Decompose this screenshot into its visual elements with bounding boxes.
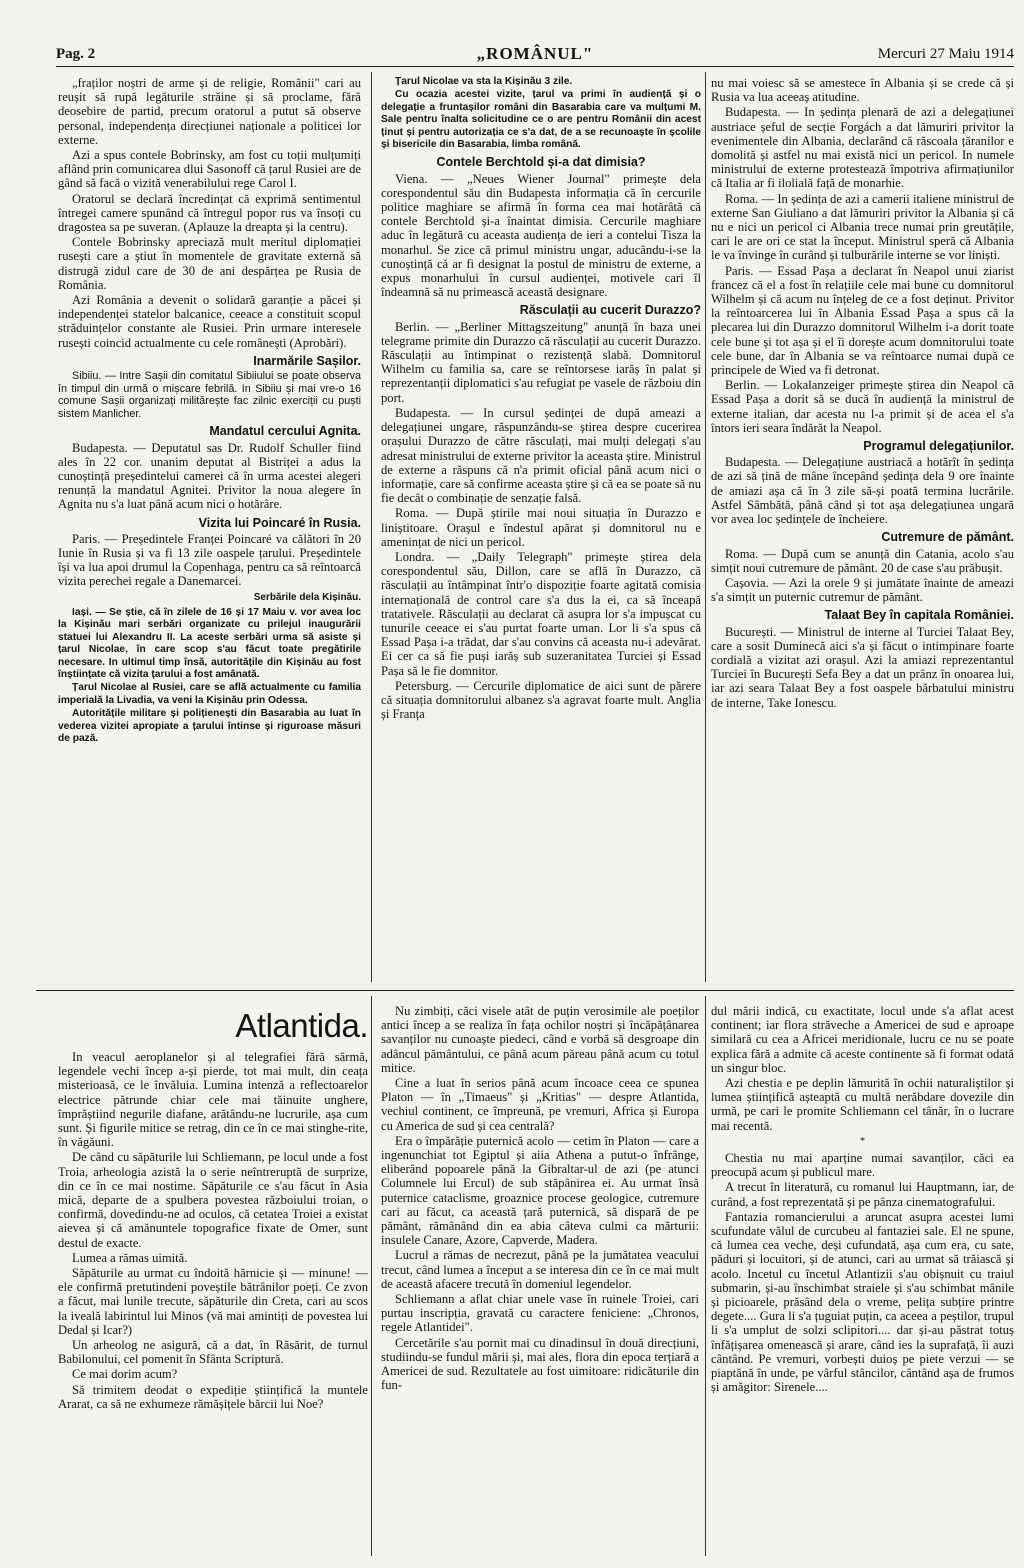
column-divider: [371, 72, 372, 982]
article-paragraph: nu mai voiesc să se amestece în Albania și se crede că și Rusia va lua aceeaș atitudine.: [711, 76, 1014, 105]
article-paragraph: Cercetările s'au pornit mai cu dinadinsul în două direcțiuni, studiindu-se fundul mării și, mai ales, flora din epoca terțiară a Americei de sud. Rezultatele au fost uimitoare: ridicăturile din fun-: [381, 1335, 699, 1393]
feuilleton-column-1: [58, 1004, 368, 1552]
article-paragraph: Budapesta. — Deputatul sas Dr. Rudolf Schuller fiind ales în 22 cor. unanim deputat al Bistriței a adus la cunoștință președintelui camerei că în urma acestei alegeri renunță la mandatul Agnitei. Privitor la noua alegere în Agnita nu s'a luat până acum nici o hotărâre.: [58, 440, 361, 512]
article-paragraph: „fraților noștri de arme și de religie, Românii" cari au reușit să rupă legăturile străine și să proclame, fără deosebire de partid, precum oratorul a putut să observe personal, independența direcțiunei naționale a politicei lor externe.: [58, 76, 361, 147]
article-paragraph: Paris. — Essad Pașa a declarat în Neapol unui ziarist francez că el a fost în relațiile cele mai bune cu domnitorul Wilhelm și că acum nu înțeleg de ce a fost deținut. Privitor la reîntoarcerea lui în Albania Essad Pașa a spus că la plecarea lui din Durazzo domnitorul Wilhelm i-a dorit toate cele bune și tot așa și el îi dorește acum domnitorului toate cele bune, dar în Albania se va reîntoarce numai după ce principele de Wied va fi detronat.: [711, 263, 1014, 378]
headline-cutremure: Cutremure de pământ.: [881, 530, 1014, 545]
article-paragraph: Roma. — In ședința de azi a camerii italiene ministrul de externe San Giuliano a dat lămuriri privitor la Albania și că nu e nici un pericol ci Albania trece numai prin greutățile, cari le are ori ce stat la început. Ministrul speră că Albania le va învinge în curând și tulburările interne se vor liniști.: [711, 191, 1014, 263]
article-paragraph: Budapesta. — Delegațiune austriacă a hotărît în ședința de azi să țină de mâne începând ședința dela 9 ore înainte de amiazi așa că în 3 zile să-și poată termina lucrările. Astfel Sâmbătă, până când și tot așa delegațiunea ungară vor avea loc ședințele de încheiere.: [711, 455, 1014, 527]
article-paragraph: Să trimitem deodat o expediție științifică la muntele Ararat, ca să ne exhumeze rămășițele bărcii lui Noe?: [58, 1382, 368, 1411]
article-paragraph: Budapesta. — In cursul ședinței de după ameazi a delegațiunei ungare, răspunzându-se știrea despre cucerirea orașului Durazzo de către răsculați, mai mulți delegați s'au adresat ministrului de externe privitor la aceasta știre. Ministrul de externe a răspuns că n'a primit oficial până acum nici o informație, care să confirme aceasta știre și că ea se poate să nu fie decât o combinație de senzație falsă.: [381, 405, 701, 506]
article-paragraph: Țarul Nicolae va sta la Kișinău 3 zile.: [395, 76, 573, 87]
column-divider: [705, 996, 706, 1556]
article-paragraph: Lumea a rămas uimită.: [72, 1250, 188, 1265]
article-paragraph: Paris. — Președintele Franței Poincaré va călători în 20 Iunie în Rusia și va fi 13 zile oaspele țarului. Președintele își va lua apoi drumul la Copenhaga, pentru ca să reîntoarcă vizita perechei regale a Danemarcei.: [58, 531, 361, 589]
headline-serbari: Serbările dela Kișinău.: [253, 591, 361, 603]
article-paragraph: Ce mai dorim acum?: [72, 1367, 178, 1382]
article-paragraph: Londra. — „Daily Telegraph" primește știrea dela corespondentul său, Dillon, care se află în Durazzo, că răsculații au întâmpinat într'o dispoziție foarte agitată comisia internațională de control care s'a dus la ei, ca să înceapă tratativele. Răsculații au declarat că asupra lor s'a impușcat cu tunurile ceeace ei s'au purtat foarte uman. Lor li s'a spus că Essad Pașa i-a trădat, dar s'au convins că aceasta nu-i adevărat. Ei cer ca să fie puși iarăș sub suzeranitatea Turciei și Essad Pașa să le fie domnitor.: [381, 549, 701, 678]
newspaper-title: „ROMÂNUL": [476, 44, 594, 63]
article-paragraph: Azi România a devenit o solidară garanție a păcei și independenței statelor balcanice, ceeace a constituit scopul străduințelor constante ale Rusiei. Prin urmare interesele rusești coincid actualmente cu cele românești (Aprobări).: [58, 293, 361, 350]
article-paragraph: București. — Ministrul de interne al Turciei Talaat Bey, care a sosit Duminecă aici s'a și făcut o intimpinare foarte cordială a vizitat azi orașul. Azi la amiazi reprezentantul Turciei în București Sefa Bey a dat un prânz în onoarea lui, iar azi seara Talaat Bey a fost oaspele bărbatului ministru de interne, Take Ionescu.: [711, 624, 1014, 710]
headline-inarmarile: Inarmările Sașilor.: [253, 353, 361, 368]
feuilleton-title: Atlantida.: [235, 1007, 368, 1044]
headline-talaat: Talaat Bey în capitala României.: [824, 608, 1014, 623]
article-paragraph: Berlin. — Lokalanzeiger primește știrea din Neapol că Essad Pașa a dorit să se ducă în audiență la ministrul de externe italian, dar acesta nu l-a primit și de acea el s'a întors ieri seara îndărăt la Neapol.: [711, 378, 1014, 435]
article-paragraph: Petersburg. — Cercurile diplomatice de aici sunt de părere că situația domnitorului albanez s'a agravat foarte mult. Anglia și Franța: [381, 678, 701, 722]
article-paragraph: Contele Bobrinsky apreciază mult meritul diplomației rusești care a știut în momentele de gravitate externă să distrugă zidul care de 30 de ani despărțea pe Rusia de România.: [58, 235, 361, 292]
article-paragraph: Țarul Nicolae al Rusiei, care se află actualmente cu familia imperială la Livadia, va veni la Kișinău prin Odessa.: [58, 682, 361, 706]
column-2: [381, 76, 701, 996]
article-paragraph: Autoritățile militare și polițienești din Basarabia au luat în vederea vizitei apropiate a țarului întinse și riguroase măsuri de pază.: [58, 708, 361, 744]
section-divider: [36, 990, 1014, 991]
article-paragraph: Roma. — După cum se anunță din Catania, acolo s'au simțit noui cutremure de pământ. 20 de case s'au prăbușit.: [711, 546, 1014, 575]
article-paragraph: In veacul aeroplanelor și al telegrafiei fără sârmă, legendele vechi încep a-și pierde, tot mai mult, din ceața misterioasă, ce le învăluia. Lumina intenză a reflectoarelor electrice pătrunde chiar cele mai tăinuite unghere, împrăștiind negurile diafane, arătându-ne lucrurile, așa cum sunt. Și figurile mitice se retrag, din ce în ce mai stinghe-rite, în văgăuni.: [58, 1050, 368, 1150]
article-paragraph: Lucrul a rămas de necrezut, până pe la jumătatea veacului trecut, când lumea a început a se interesa din ce în ce mai mult de această afacere trecută în domeniul legendelor.: [381, 1248, 699, 1291]
headline-agnita: Mandatul cercului Agnita.: [209, 424, 361, 439]
article-paragraph: Roma. — După știrile mai noui situația în Durazzo e liniștitoare. Orașul e îndestul apărat și domnitorul nu e amenințat de nici un pericol.: [381, 506, 701, 549]
article-paragraph: Berlin. — „Berliner Mittagszeitung" anunță în baza unei telegrame primite din Durazzo că răsculații au cucerit Durazzo. Răsculații au întimpinat o rezistență slabă. Domnitorul Wilhelm cu familia sa, care se reîntorsese iarăș în palat și reprezentanții diplomatici s'au refugiat pe vasele de războiu din port.: [381, 319, 701, 405]
feuilleton-column-2: [381, 1004, 699, 1552]
article-paragraph: Nu zimbiți, căci visele atât de puțin verosimile ale poeților antici încep a se realiza în fața ochilor noștri și încăpățânarea savanților nu cunoaște piedeci, când e vorbă să desgroape din adâncul pământului, ce până acum păreau până acum cu totul mitice.: [381, 1004, 699, 1075]
issue-date: Mercuri 27 Maiu 1914: [877, 46, 1014, 62]
article-paragraph: Azi a spus contele Bobrinsky, am fost cu toții mulțumiți aflând prin comunicarea dlui Sasonoff că țarul Rusiei are de gând să facă o vizită venerabilului rege Carol I.: [58, 148, 361, 191]
article-paragraph: Viena. — „Neues Wiener Journal" primește dela corespondentul său din Budapesta informația că în cercurile politice maghiare se afirmă în forma cea mai hotărâtă că contele Berchtold și-a înaintat dimisia. Cercurile maghiare aduc în legătură cu aceasta audiența de ieri a contelui Tisza la monarhul. Se zice că primul ministru ungar, aducându-i-se la cunoștință că ar fi designat la postul de ministru de externe, a expus monarhului în cursul audienței, motivele cari îl îndeamnă să nu primească această designare.: [381, 171, 701, 300]
headline-program: Programul delegațiunilor.: [863, 439, 1014, 454]
feuilleton-column-3: [711, 1004, 1014, 1552]
article-paragraph: Schliemann a aflat chiar unele vase în ruinele Troiei, cari purtau inscripția, gravată cu caractere feniciene: „Chronos, regele Atlantidei".: [381, 1292, 699, 1335]
headline-berchtold: Contele Berchtold și-a dat dimisia?: [436, 155, 646, 170]
article-paragraph: Budapesta. — In ședința plenară de azi a delegațiunei austriace șeful de secție Forgách a dat lămuriri privitor la evenimentele din Albania, declarând că răscoala țăranilor e domolită și astfel nu mai există nici un pericol. In numele ministrului de externe protestează împotriva afirmațiunilor că Italia ar fi ilolială față de monarhie.: [711, 105, 1014, 191]
column-divider: [371, 996, 372, 1556]
page-number: Pag. 2: [56, 46, 96, 62]
article-paragraph: Chestia nu mai aparține numai savanților, căci ea preocupă acum și publicul mare.: [711, 1151, 1014, 1180]
article-paragraph: Cașovia. — Azi la orele 9 și jumătate înainte de ameazi s'a simțit un puternic cutremur de pământ.: [711, 575, 1014, 605]
section-separator-star: *: [860, 1135, 865, 1147]
article-paragraph: Iași. — Se știe, că în zilele de 16 și 17 Maiu v. vor avea loc la Kișinău mari serbări organizate cu prilejul inaugurării statuei lui Alexandru II. La aceste serbări urma să asiste și țarul Nicolae, în care scop s'au făcut toate pregătirile necesare. In ultimul timp însă, autoritățile din Kișinău au fost înștiințate că vizita țarului a fost amânată.: [58, 606, 361, 680]
article-paragraph: Un arheolog ne asigură, că a dat, în Răsărit, de turnul Babilonului, cel pomenit în Sfânta Scriptură.: [58, 1338, 368, 1367]
column-1: [58, 76, 361, 996]
column-divider: [705, 72, 706, 982]
article-paragraph: Oratorul se declară încredințat că exprimă sentimentul întregei camere spunând că întregul popor rus va însoți cu dragostea sa pe suveran. (Aplauze la dreapta și la centru).: [58, 191, 361, 235]
headline-durazzo: Răsculații au cucerit Durazzo?: [519, 303, 701, 318]
article-paragraph: Azi chestia e pe deplin lămurită în ochii naturaliștilor și lumea științifică așteaptă cu multă nerăbdare dovezile din urmă, pe cari le promite Schliemann cel tânăr, în o lucrare mai recentă.: [711, 1076, 1014, 1133]
article-paragraph: dul mării indică, cu exactitate, locul unde s'a aflat acest continent; iar flora străveche a Americei de sud e aproape similară cu cea a Africei meridionale, lucru ce nu se poate explica fără a admite că aceste continente să fi format odată un singur bloc.: [711, 1004, 1014, 1075]
article-paragraph: Săpăturile au urmat cu îndoită hărnicie și — minune! — ele confirmă pretutindeni poveștile bătrânilor poeți. Ce zvon a făcut, mai lunile trecute, săpăturile din Creta, cari au scos la iveală labirintul lui Minos (vă mai amintiți de povestea lui Dedal și Icar?): [58, 1266, 368, 1337]
article-paragraph: Sibiiu. — Intre Sașii din comitatul Sibiiului se poate observa în timpul din urmă o mișcare febrilă. In Sibiiu și mai vre-o 16 comune Sașii organizați militărește fac zilnic exerciții cu puști sistem Manlicher.: [58, 370, 361, 420]
headline-poincare: Vizita lui Poincaré în Rusia.: [198, 515, 361, 530]
column-3: [711, 76, 1014, 996]
article-paragraph: Fantazia romancierului a aruncat asupra acestei lumi scufundate vălul de curcubeu al fantaziei sale. El ne spune, că lumea cea veche, deși cufundată, așa cum era, cu sate, păduri și locuitori, și de atunci, cari au urmat să trăiască și acolo. Incetul cu încetul Atlantizii s'au obișnuit cu traiul submarin, și-au înschimbat straiele și s'au schimbat mânile și picioarele, prăsând dela o vreme, pelița subțire printre degete.... Gura li s'a țuguiat puțin, ca aceea a peștilor, trupul li s'a umplut de solzi sclipitori.... dar și-au păstrat totuș înfățișarea omenească și arare, când ies la suprafață, îi auzi cântând. Pe vremuri, vorbești duioș pe piete verzui — se piaptănă în unde, pe vârful stâncilor, cântând așa de frumos și amăgitor: Sirenele....: [711, 1209, 1014, 1395]
article-paragraph: Era o împărăție puternică acolo — cetim în Platon — care a ingenunchiat tot Egiptul și aiia Athena a putut-o înfrânge, eliberând popoarele până la Gibraltar-ul de azi (pe atunci Columnele lui Ercul) de sub stăpânirea ei. Au urmat însă puternice cataclisme, groaznice procese geologice, cutremure cari au făcut, ca această țară puternică, să dispară de pe pământ, rămânând din ea abia câteva culmi ca mărturii: insulele Canare, Azore, Capverde, Madera.: [381, 1133, 699, 1248]
article-paragraph: De când cu săpăturile lui Schliemann, pe locul unde a fost Troia, arheologia azistă la o serie neîntreruptă de surprize, din ce în ce mai nostime. Săpăturile ce s'au făcut în Asia mică, departe de a spulbera povestea războiului troian, o confirmă, dovedindu-ne ad oculos, că cetatea Troiei a existat aievea și că amănuntele topografice fixate de Omer, sunt destul de exacte.: [58, 1150, 368, 1250]
article-paragraph: Cine a luat în serios până acum încoace ceea ce spunea Platon — în „Timaeus" și „Kritias" — despre Atlantida, vechiul continent, ce împreună, pe vremuri, Africa și Europa cu America de sud și cea centrală?: [381, 1076, 699, 1133]
masthead: [56, 44, 1014, 67]
article-paragraph: A trecut în literatură, cu romanul lui Hauptmann, iar, de curând, a fost reprezentată și pe pânza cinematografului.: [711, 1180, 1014, 1209]
article-paragraph: Cu ocazia acestei vizite, țarul va primi în audiență și o delegație a fruntașilor români din Basarabia care va mulțumi M. Sale pentru înalta solicitudine ce o are pentru Românii din acest ținut și pentru autorizația ce s'a dat, de a se recunoaște în școlile și bisericile din Basarabia, limba română.: [381, 89, 701, 151]
